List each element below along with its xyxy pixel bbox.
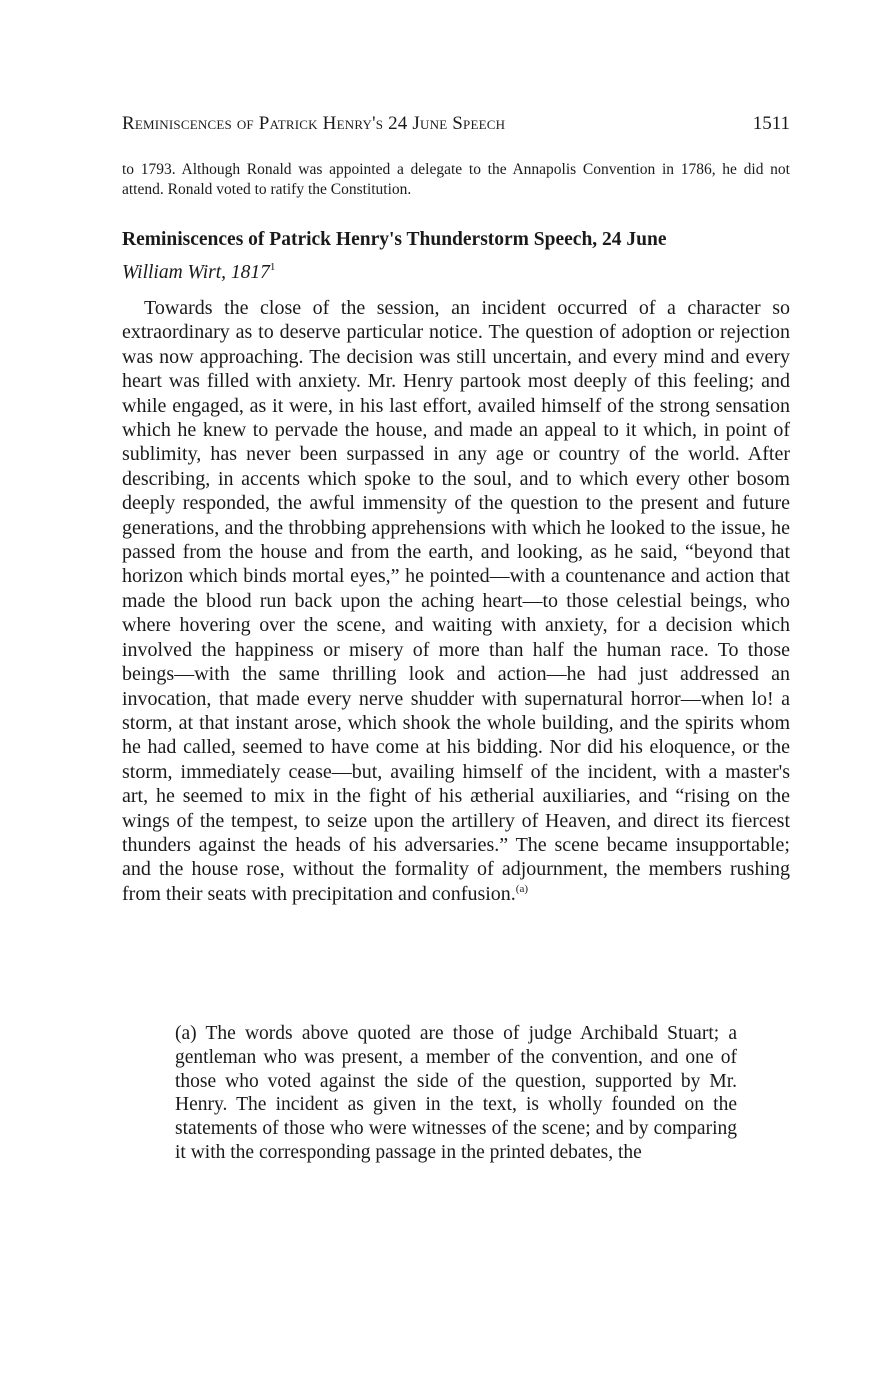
body-note-marker: (a) (515, 882, 529, 895)
author-date: William Wirt, 1817 (122, 262, 270, 283)
author-note-marker: 1 (269, 261, 276, 273)
page-number: 1511 (752, 113, 790, 134)
carryover-note: to 1793. Although Ronald was appointed a delegate to the Annapolis Convention in 1786, he did not attend. Ronald voted to ratify the Constitution. (122, 161, 790, 198)
section-heading: Reminiscences of Patrick Henry's Thunderstorm Speech, 24 June (122, 229, 667, 250)
author-attribution (122, 262, 275, 284)
main-body-text (122, 296, 790, 906)
running-head (122, 113, 790, 141)
body-paragraph: Towards the close of the session, an incident occurred of a character so extraordinary as to deserve particular notice. The question of adoption or rejection was now approaching. The decision was still uncertain, and every mind and every heart was filled with anxiety. Mr. Henry partook most deeply of this feeling; and while engaged, as it were, in his last effort, availed himself of the strong sensation which he knew to pervade the house, and made an appeal to it which, in point of sublimity, has never been surpassed in any age or country of the world. After describing, in accents which spoke to the soul, and to which every other bosom deeply responded, the awful immensity of the question to the present and future generations, and the throbbing apprehensions with which he looked to the issue, he passed from the house and from the earth, and looking, as he said, “beyond that horizon which binds mortal eyes,” he pointed—with a countenance and action that made the blood run back upon the aching heart—to those celestial beings, who where hovering over the scene, and waiting with anxiety, for a decision which involved the happiness or misery of more than half the human race. To those beings—with the same thrilling look and action—he had just addressed an invocation, that made every nerve shudder with supernatural horror—when lo! a storm, at that instant arose, which shook the whole building, and the spirits whom he had called, seemed to have come at his bidding. Nor did his eloquence, or the storm, immediately cease—but, availing himself of the incident, with a master's art, he seemed to mix in the fight of his ætherial auxiliaries, and “rising on the wings of the tempest, to seize upon the artillery of Heaven, and direct its fiercest thunders against the heads of his adversaries.” The scene became insupportable; and the house rose, without the formality of adjournment, the members rushing from their seats with precipitation and confusion. (122, 297, 790, 905)
footnote-a: (a) The words above quoted are those of judge Archibald Stuart; a gentleman who was present, a member of the convention, and one of those who voted against the side of the question, supported by Mr. Henry. The incident as given in the text, is wholly founded on the statements of those who were witnesses of the scene; and by comparing it with the corresponding passage in the printed debates, the (175, 1023, 737, 1163)
running-title: Reminiscences of Patrick Henry's 24 June Speech (122, 113, 506, 134)
